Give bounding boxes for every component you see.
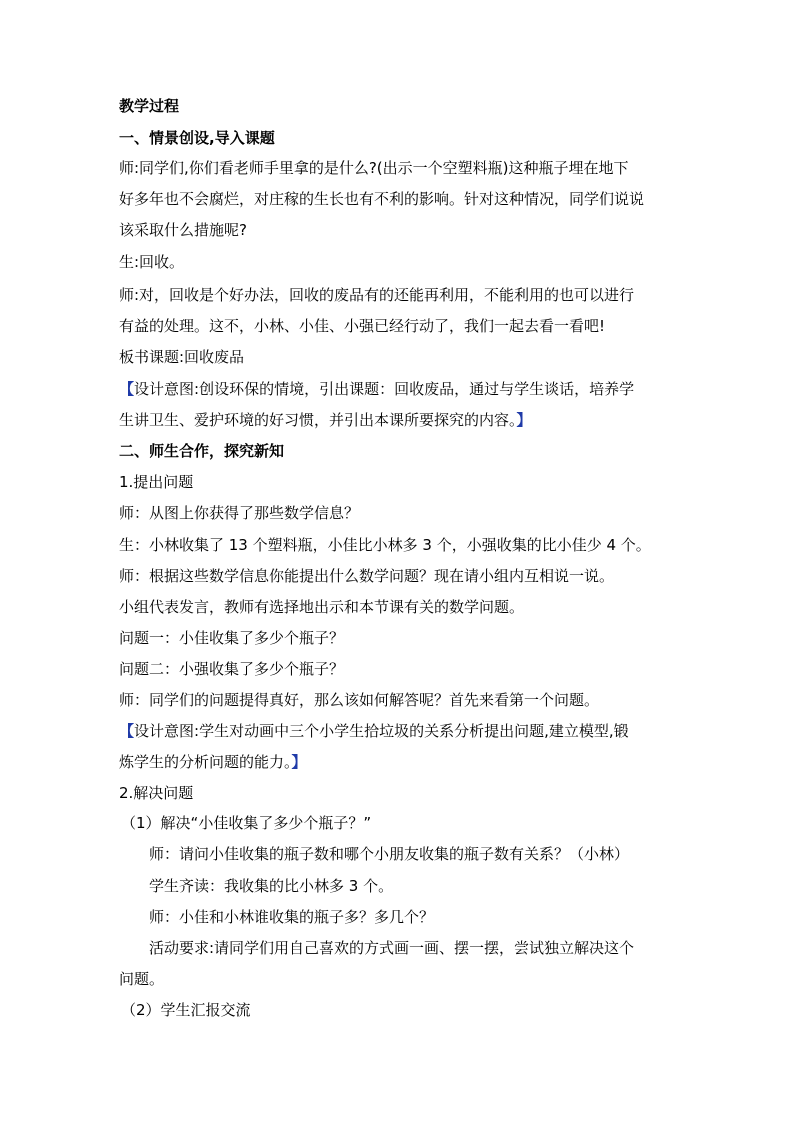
paragraph-line: 好多年也不会腐烂，对庄稼的生长也有不利的影响。针对这种情况，同学们说说 — [119, 190, 645, 208]
design-intent-note-line — [119, 410, 532, 430]
question-one: 问题一：小佳收集了多少个瓶子？ — [119, 629, 345, 647]
section-heading-2: 二、师生合作，探究新知 — [119, 442, 285, 460]
subsection-heading: 1.提出问题 — [119, 473, 194, 491]
paragraph: 生:回收。 — [119, 253, 185, 271]
note-close-bracket: 】 — [291, 753, 307, 771]
step-heading: （2）学生汇报交流 — [121, 1001, 251, 1019]
note-open-bracket: 【 — [119, 722, 135, 740]
paragraph: 师：小佳和小林谁收集的瓶子多？多几个？ — [149, 908, 435, 926]
paragraph-line: 师:同学们,你们看老师手里拿的是什么?(出示一个空塑料瓶)这种瓶子埋在地下 — [119, 159, 629, 177]
paragraph-line: 问题。 — [119, 970, 165, 988]
paragraph: 师：根据这些数学信息你能提出什么数学问题？现在请小组内互相说一说。 — [119, 567, 615, 585]
paragraph: 师：从图上你获得了那些数学信息？ — [119, 504, 360, 522]
paragraph: 学生齐读：我收集的比小林多 3 个。 — [149, 877, 394, 895]
note-open-bracket: 【 — [119, 380, 135, 398]
paragraph: 小组代表发言，教师有选择地出示和本节课有关的数学问题。 — [119, 598, 525, 616]
note-text: 设计意图:学生对动画中三个小学生拾垃圾的关系分析提出问题,建立模型,锻 — [134, 722, 629, 740]
note-text: 炼学生的分析问题的能力。 — [119, 753, 292, 771]
paragraph: 生：小林收集了 13 个塑料瓶，小佳比小林多 3 个，小强收集的比小佳少 4 个。 — [119, 536, 651, 554]
section-heading-1: 一、情景创设,导入课题 — [119, 129, 275, 147]
design-intent-note-line — [119, 379, 634, 399]
subsection-heading: 2.解决问题 — [119, 784, 194, 802]
board-title: 板书课题:回收废品 — [119, 348, 245, 366]
paragraph: 师：请问小佳收集的瓶子数和哪个小朋友收集的瓶子数有关系？（小林） — [149, 845, 630, 863]
document-title: 教学过程 — [119, 97, 180, 115]
paragraph: 师：同学们的问题提得真好，那么该如何解答呢？首先来看第一个问题。 — [119, 691, 600, 709]
note-close-bracket: 】 — [516, 411, 532, 429]
paragraph-line: 师:对，回收是个好办法，回收的废品有的还能再利用，不能利用的也可以进行 — [119, 286, 635, 304]
question-two: 问题二：小强收集了多少个瓶子？ — [119, 660, 345, 678]
paragraph-line: 该采取什么措施呢? — [119, 221, 247, 239]
step-heading: （1）解决“小佳收集了多少个瓶子？” — [121, 814, 372, 832]
note-text: 设计意图:创设环保的情境，引出课题：回收废品，通过与学生谈话，培养学 — [134, 380, 635, 398]
note-text: 生讲卫生、爱护环境的好习惯，并引出本课所要探究的内容。 — [119, 411, 517, 429]
design-intent-note-line — [119, 721, 629, 741]
paragraph-line: 活动要求:请同学们用自己喜欢的方式画一画、摆一摆，尝试独立解决这个 — [149, 939, 635, 957]
design-intent-note-line — [119, 752, 307, 772]
paragraph-line: 有益的处理。这不，小林、小佳、小强已经行动了，我们一起去看一看吧! — [119, 317, 606, 335]
